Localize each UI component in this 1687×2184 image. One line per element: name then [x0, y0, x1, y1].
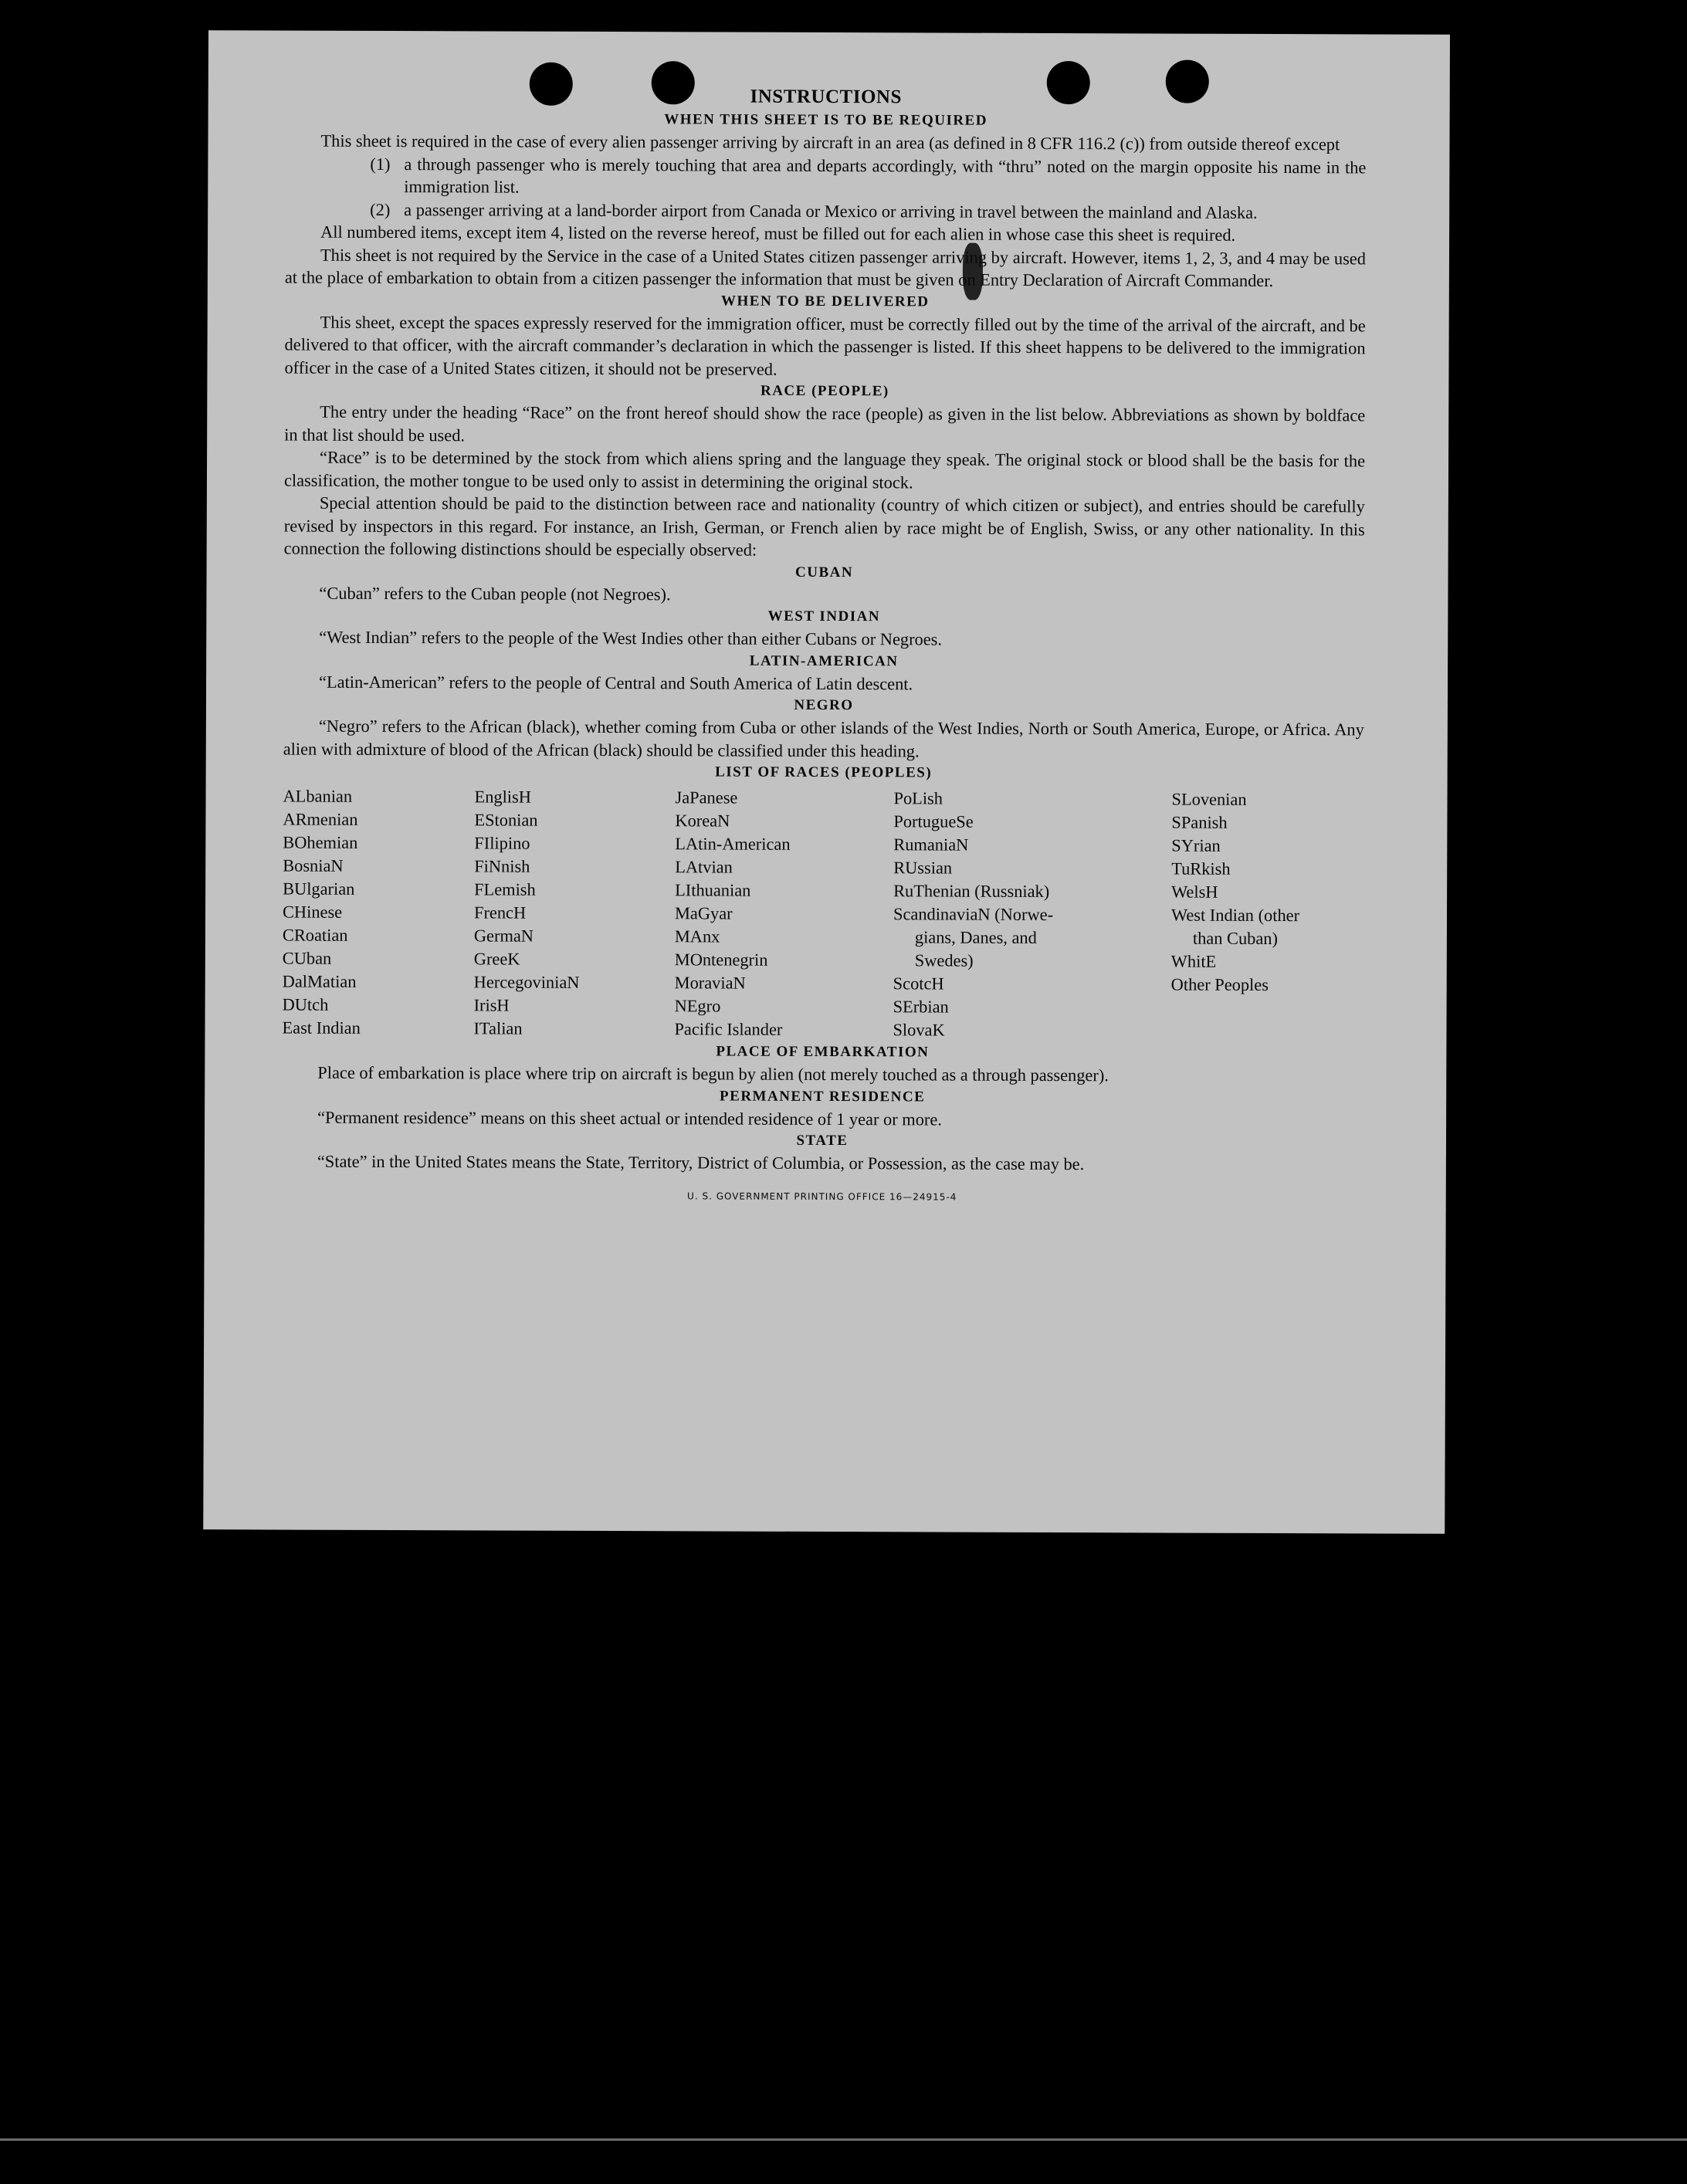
item-text: a passenger arriving at a land-border airport from Canada or Mexico or arriving in travel between the mainland and Alaska.: [404, 199, 1258, 222]
race-entry: LAtin-American: [675, 834, 791, 854]
printer-imprint: U. S. GOVERNMENT PRINTING OFFICE 16—24915-4: [687, 1190, 957, 1203]
section-heading-delivered: WHEN TO BE DELIVERED: [720, 293, 930, 310]
section-heading-embarkation: PLACE OF EMBARKATION: [716, 1043, 930, 1061]
race-entry: CRoatian: [282, 925, 348, 945]
race-entry: BosniaN: [283, 855, 344, 875]
races-list: [282, 785, 1363, 1044]
item-number: (1): [370, 154, 391, 174]
race-entry: MOntenegrin: [674, 950, 768, 970]
required-para-3: This sheet is not required by the Service in the case of a United States citizen passenger arriving by aircraft. However, items 1, 2, 3, and 4 may be used at the place of embarkation to obtain from a citizen passenger the information that must be given on Entry Declaration of Aircraft Commander.: [284, 245, 1367, 291]
race-entry: KoreaN: [675, 811, 730, 831]
race-entry: CUban: [282, 948, 332, 968]
race-entry: ScotcH: [893, 973, 944, 994]
west-indian-text: “West Indian” refers to the people of the West Indies other than either Cubans or Negroes.: [319, 627, 943, 649]
section-heading-west-indian: WEST INDIAN: [767, 608, 881, 625]
race-entry: SPanish: [1171, 812, 1228, 832]
race-para-3: Special attention should be paid to the distinction between race and nationality (country of which citizen or subject), and entries should be carefully revised by inspectors in this regard. For instance, an Irish, German, or French alien by race might be of English, Swiss, or any other nationality. In this connection the following distinctions should be especially observed:: [283, 493, 1365, 560]
races-column: [893, 787, 1171, 1042]
races-column: [1170, 788, 1364, 1044]
race-entry: RUssian: [893, 858, 953, 878]
race-entry: PortugueSe: [893, 811, 974, 831]
race-entry: GreeK: [473, 949, 520, 969]
item-number: (2): [370, 199, 391, 219]
race-entry: DUtch: [282, 994, 329, 1014]
race-entry: East Indian: [282, 1018, 361, 1038]
race-entry: BOhemian: [283, 832, 358, 852]
page-title: INSTRUCTIONS: [750, 86, 902, 108]
section-heading-required: WHEN THIS SHEET IS TO BE REQUIRED: [664, 111, 988, 129]
race-entry: BUlgarian: [283, 879, 355, 899]
race-entry: SYrian: [1171, 835, 1221, 855]
race-entry: EnglisH: [474, 787, 531, 807]
race-entry: PoLish: [893, 788, 943, 808]
race-entry: FiNnish: [474, 856, 530, 876]
race-entry: than Cuban): [1192, 928, 1279, 949]
section-heading-races-list: LIST OF RACES (PEOPLES): [715, 764, 933, 781]
race-entry: Other Peoples: [1170, 974, 1269, 994]
race-entry: ITalian: [473, 1018, 523, 1038]
races-column: [282, 785, 474, 1041]
race-entry: IrisH: [473, 995, 510, 1015]
race-entry: LIthuanian: [675, 880, 751, 900]
section-heading-state: STATE: [796, 1132, 849, 1150]
race-entry: ARmenian: [283, 809, 358, 829]
section-heading-cuban: CUBAN: [794, 564, 854, 581]
bottom-scan-line: [0, 2138, 1687, 2141]
instructions-content: [282, 83, 1367, 1211]
race-entry: FIlipino: [474, 833, 530, 853]
state-text: “State” in the United States means the State, Territory, District of Columbia, or Possession, as the case may be.: [317, 1151, 1085, 1174]
race-entry: LAtvian: [675, 857, 733, 877]
race-entry: MAnx: [674, 926, 720, 946]
item-text: a through passenger who is merely touching that area and departs accordingly, with “thru” noted on the margin opposite his name in the immigration list.: [404, 154, 1367, 197]
section-heading-latin-american: LATIN-AMERICAN: [749, 652, 899, 669]
document-sheet: [203, 30, 1450, 1534]
residence-text: “Permanent residence” means on this sheet actual or intended residence of 1 year or more.: [317, 1107, 942, 1129]
exception-item: [285, 152, 1366, 201]
race-para-1: The entry under the heading “Race” on the front hereof should show the race (people) as given in the list below. Abbreviations as shown by boldface in that list should be used.: [284, 401, 1366, 445]
race-entry: RuThenian (Russniak): [893, 881, 1050, 902]
race-entry: SlovaK: [893, 1020, 945, 1040]
latin-american-text: “Latin-American” refers to the people of Central and South America of Latin descent.: [319, 672, 913, 693]
race-entry: ALbanian: [283, 786, 353, 806]
race-entry: FLemish: [474, 879, 536, 899]
section-heading-negro: NEGRO: [794, 696, 854, 714]
required-intro: This sheet is required in the case of every alien passenger arriving by aircraft in an area (as defined in 8 CFR 116.2 (c)) from outside thereof except: [320, 130, 1340, 154]
embarkation-text: Place of embarkation is place where trip on aircraft is begun by alien (not merely touched as a through passenger).: [317, 1062, 1109, 1085]
exception-item: [285, 198, 1366, 224]
races-column: [473, 785, 675, 1041]
race-entry: WhitE: [1170, 951, 1217, 971]
race-entry: gians, Danes, and: [914, 927, 1037, 947]
race-entry: EStonian: [474, 810, 538, 830]
race-entry: HercegoviniaN: [473, 972, 580, 992]
race-entry: MoraviaN: [674, 973, 746, 993]
race-entry: CHinese: [282, 902, 343, 922]
delivered-text: This sheet, except the spaces expressly reserved for the immigration officer, must be correctly filled out by the time of the arrival of the aircraft, and be delivered to that officer, with the aircraft commander’s declaration in which the passenger is listed. If this sheet happens to be delivered to the immigration officer in the case of a United States citizen, it should not be preserved.: [284, 312, 1366, 379]
race-entry: FrencH: [473, 902, 527, 923]
negro-text: “Negro” refers to the African (black), whether coming from Cuba or other islands of the West Indies, North or South America, Europe, or Africa. Any alien with admixture of blood of the African (black) should be classified under this heading.: [283, 716, 1364, 760]
race-para-2: “Race” is to be determined by the stock from which aliens spring and the language they speak. The original stock or blood shall be the basis for the classification, the mother tongue to be used only to assist in determining the original stock.: [283, 447, 1366, 492]
section-heading-race: RACE (PEOPLE): [760, 382, 889, 400]
race-entry: RumaniaN: [893, 835, 969, 855]
section-heading-residence: PERMANENT RESIDENCE: [720, 1088, 926, 1105]
race-entry: Pacific Islander: [674, 1019, 783, 1039]
race-entry: WelsH: [1171, 882, 1218, 902]
race-entry: West Indian (other: [1170, 905, 1300, 926]
cuban-text: “Cuban” refers to the Cuban people (not Negroes).: [319, 583, 671, 604]
race-entry: NEgro: [674, 996, 721, 1016]
required-para-2: All numbered items, except item 4, listed on the reverse hereof, must be filled out for each alien in whose case this sheet is required.: [320, 222, 1236, 245]
race-entry: GermaN: [473, 926, 534, 946]
races-column: [674, 786, 893, 1041]
race-entry: ScandinaviaN (Norwe-: [893, 904, 1054, 925]
race-entry: MaGyar: [674, 903, 733, 923]
race-entry: SLovenian: [1171, 789, 1247, 809]
race-entry: SErbian: [893, 997, 949, 1017]
race-entry: JaPanese: [675, 787, 738, 808]
race-entry: DalMatian: [282, 971, 357, 991]
race-entry: TuRkish: [1171, 858, 1231, 879]
race-entry: Swedes): [914, 950, 974, 970]
